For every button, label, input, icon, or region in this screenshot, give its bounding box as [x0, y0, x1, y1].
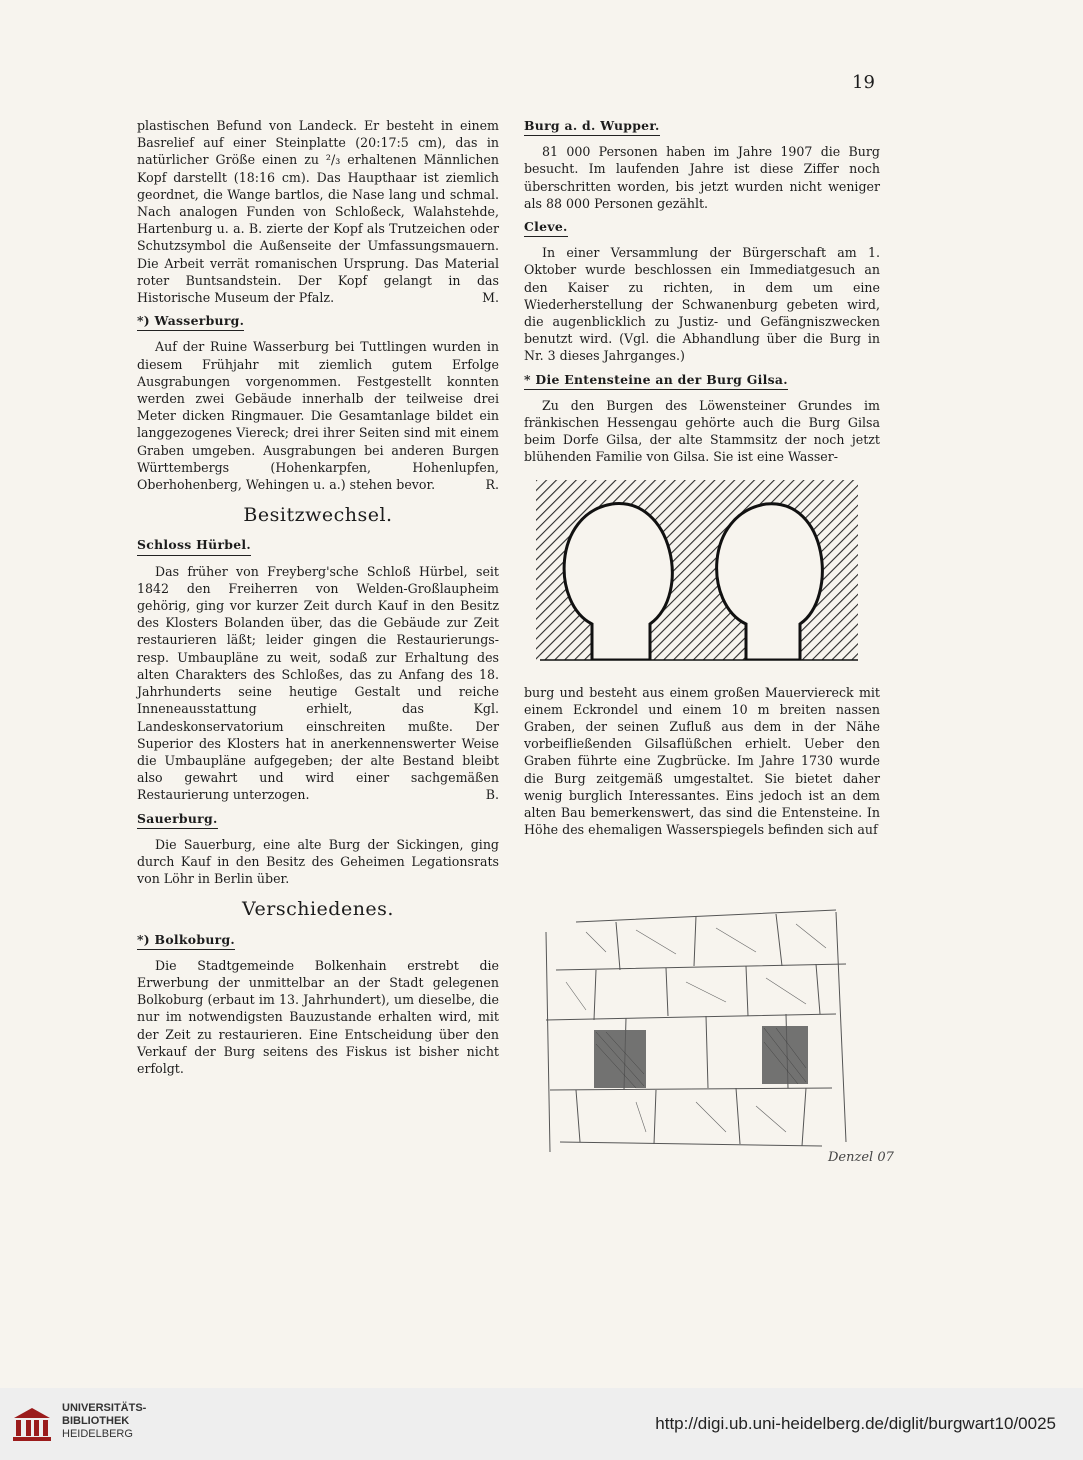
artist-signature: Denzel 07	[828, 1150, 894, 1165]
library-name-line: HEIDELBERG	[62, 1428, 133, 1440]
author-signature: R.	[485, 477, 499, 493]
paragraph-cleve: In einer Versammlung der Bürgerschaft am 1. Oktober wurde beschlossen ein Immediatgesuch an den Kaiser zu richten, in dem um eine Wiederherstellung der Schwanenburg gebeten wird, die augenblicklich zu Justiz- und Gefängniszwecken benutzt wird. (Vgl. die Abhandlung über die Burg in Nr. 3 dieses Jahrganges.)	[524, 245, 880, 364]
author-signature: M.	[482, 290, 499, 306]
wall-sketch	[536, 892, 862, 1188]
paragraph-text: Das früher von Freyberg'sche Schloß Hürbel, seit 1842 den Freiherren von Welden-Großlaupheim gehörig, ging vor kurzer Zeit durch Kauf in den Besitz des Klosters Bolanden über, das die Gebäude zur Zeit restaurieren läßt; leider gingen die Restaurierungs- resp. Umbaupläne zu weit, sodaß zur Erhaltung des alten Charakters des Schloßes, das zu Anfang des 18. Jahrhunderts seine heutige Gestalt und reiche Inneneausstattung erhielt, das Kgl. Landeskonservatorium einschreiten mußte. Der Superior des Klosters hat in anerkennenswerter Weise die Umbaupläne aufgegeben; der alte Bestand bleibt also gewahrt und wird einer sachgemäßen Restaurierung unterzogen.	[137, 563, 499, 803]
library-name-line: UNIVERSITÄTS-	[62, 1402, 147, 1414]
heading-burg-wupper: Burg a. d. Wupper.	[524, 117, 660, 136]
paragraph-bolkoburg: Die Stadtgemeinde Bolkenhain erstrebt die Erwerbung der unmittelbar an der Stadt gelegenen Bolkoburg (erbaut im 13. Jahrhundert), um dieselbe, die nur im notwendigsten Bauzustande erhalten wird, mit der Zeit zu restaurieren. Eine Entscheidung über den Verkauf der Burg seitens des Fiskus ist bisher nicht erfolgt.	[137, 957, 499, 1076]
paragraph-gilsa: Zu den Burgen des Löwensteiner Grundes im fränkischen Hessengau gehörte auch die Burg Gilsa beim Dorfe Gilsa, der alte Stammsitz der noch jetzt blühenden Familie von Gilsa. Sie ist eine Wasser-	[524, 397, 880, 465]
section-title-verschiedenes: Verschiedenes.	[242, 898, 394, 921]
heading-bolkoburg: *) Bolkoburg.	[137, 931, 235, 950]
heading-sauerburg: Sauerburg.	[137, 810, 218, 829]
author-signature: B.	[485, 787, 499, 803]
paragraph-text: Auf der Ruine Wasserburg bei Tuttlingen wurden in diesem Frühjahr mit ziemlich gutem Erfolge Ausgrabungen vorgenommen. Festgestellt konnten werden zwei Gebäude innerhalb der teilweise drei Meter dicken Ringmauer. Die Gesamtanlage bildet ein langgezogenes Viereck; drei ihrer Seiten sind mit einem Graben umgeben. Ausgrabungen bei anderen Burgen Württembergs (Hohenkarpfen, Hohenlupfen, Oberhohenberg, Wehingen u. a.) stehen bevor.	[137, 339, 499, 493]
paragraph-sauerburg: Die Sauerburg, eine alte Burg der Sickingen, ging durch Kauf in den Besitz des Geheimen Legationsrats von Löhr in Berlin über.	[137, 836, 499, 887]
paragraph-huerbel	[137, 563, 499, 804]
source-url[interactable]: http://digi.ub.uni-heidelberg.de/diglit/burgwart10/0025	[655, 1414, 1056, 1433]
section-title-besitzwechsel: Besitzwechsel.	[243, 504, 393, 527]
paragraph-burg-wupper: 81 000 Personen haben im Jahre 1907 die Burg besucht. Im laufenden Jahre ist diese Ziffer noch überschritten worden, bis jetzt wurden nicht weniger als 88 000 Personen gezählt.	[524, 144, 880, 211]
paragraph-gilsa-continued: burg und besteht aus einem großen Mauerviereck mit einem Eckrondel und einem 10 m breiten nassen Graben, der seinen Zufluß aus dem in der Nähe vorbeifließenden Gilsaflüßchen erhielt. Ueber den Graben führte eine Zugbrücke. Im Jahre 1730 wurde die Burg zeitgemäß umgestaltet. Sie bietet daher wenig burglich Interessantes. Eins jedoch ist an dem alten Bau bemerkenswert, das sind die Entensteine. In Höhe des ehemaligen Wasserspiegels befinden sich auf	[524, 684, 880, 838]
heading-huerbel: Schloss Hürbel.	[137, 536, 251, 555]
paragraph-text: plastischen Befund von Landeck. Er besteht in einem Basrelief auf einer Steinplatte (20:17:5 cm), das in natürlicher Größe einen zu ²/₃ erhaltenen Männlichen Kopf darstellt (18:16 cm). Das Haupthaar ist ziemlich geordnet, die Wange bartlos, die Nase lang und schmal. Nach analogen Funden von Schloßeck, Walahstehde, Hartenburg u. a. B. zierte der Kopf als Trutzeichen oder Schutzsymbol die Außenseite der Umfassungsmauern. Die Arbeit verrät romanischen Ursprung. Das Material roter Buntsandstein. Der Kopf gelangt in das Historische Museum der Pfalz.	[137, 118, 499, 306]
entensteine-diagram	[532, 474, 862, 674]
heading-cleve: Cleve.	[524, 218, 568, 237]
paragraph-wasserburg	[137, 338, 499, 493]
page-number: 19	[852, 72, 875, 93]
heading-wasserburg: *) Wasserburg.	[137, 312, 244, 331]
heading-gilsa: * Die Entensteine an der Burg Gilsa.	[524, 371, 788, 390]
right-column	[524, 117, 880, 838]
library-name-line: BIBLIOTHEK	[62, 1415, 130, 1427]
left-column	[137, 117, 499, 1077]
paragraph-landeck	[137, 117, 499, 306]
library-footer	[0, 1388, 1083, 1460]
library-name	[62, 1402, 146, 1441]
library-logo-icon	[8, 1404, 56, 1444]
